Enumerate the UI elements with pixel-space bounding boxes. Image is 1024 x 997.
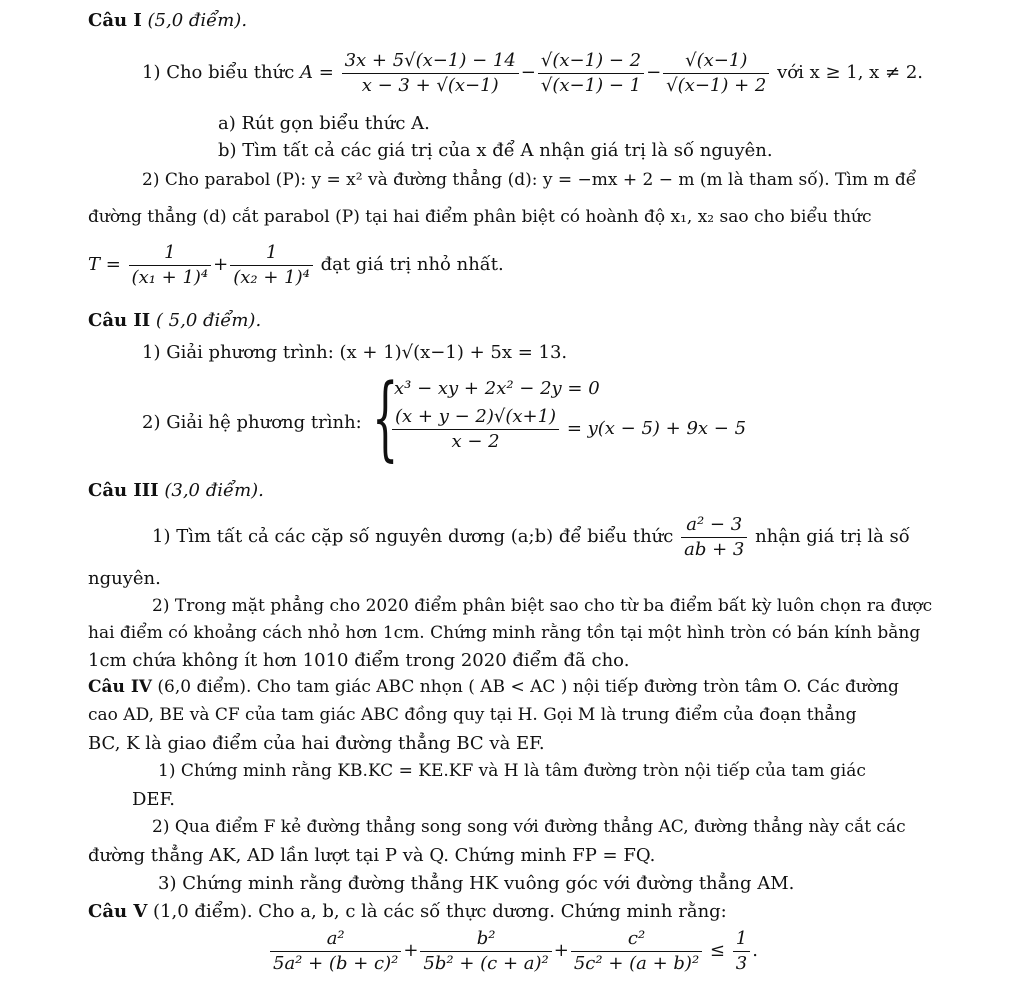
fraction-denominator: √(x−1) + 2: [666, 74, 767, 96]
q3-1-fraction: [681, 514, 747, 560]
q1-2-fraction-1: [129, 242, 212, 288]
q4-1-line2: DEF.: [132, 789, 175, 810]
section-1-points: (5,0 điểm).: [147, 10, 248, 31]
section-3-title: Câu III: [88, 480, 159, 501]
q1-2-T: T =: [88, 254, 121, 276]
fraction-denominator: 3: [735, 952, 748, 974]
q5-fraction-2: [420, 928, 551, 974]
q4-2-line2: đường thẳng AK, AD lần lượt tại P và Q. Chứng minh FP = FQ.: [88, 845, 656, 866]
section-4-title: Câu IV: [88, 677, 152, 697]
section-5-intro: (1,0 điểm). Cho a, b, c là các số thực dương. Chứng minh rằng:: [153, 901, 727, 922]
q4-2-line1: 2) Qua điểm F kẻ đường thẳng song song với đường thẳng AC, đường thẳng này cắt các: [152, 817, 906, 837]
q2-2-eq2-rhs: = y(x − 5) + 9x − 5: [566, 418, 747, 440]
fraction-denominator: (x₁ + 1)⁴: [131, 266, 209, 288]
q1-1-line: 1) Cho biểu thức A = $\frac{3x + 5√(x-1) - 14}{x - 3 + √(x-1)}$ − $\frac{√(x-1) - 2}{√(x-1) - 1}$ − $\frac{√(x-1)}{√(x-1) + 2}$ với x ≥ 1, x ≠ 2.: [142, 50, 924, 96]
q5-fraction-3: [571, 928, 702, 974]
fraction-numerator: 3x + 5√(x−1) − 14: [342, 50, 519, 74]
section-1-header: [88, 10, 247, 32]
section-5-title: Câu V: [88, 901, 148, 922]
q3-1-start: 1) Tìm tất cả các cặp số nguyên dương (a;b) để biểu thức: [152, 526, 674, 548]
system-brace: {: [372, 364, 399, 471]
fraction-numerator: 1: [733, 928, 750, 952]
fraction-denominator: (x₂ + 1)⁴: [233, 266, 310, 288]
q4-line3: BC, K là giao điểm của hai đường thẳng BC và EF.: [88, 733, 545, 754]
section-4-intro: (6,0 điểm). Cho tam giác ABC nhọn ( AB < AC ) nội tiếp đường tròn tâm O. Các đường: [157, 677, 899, 697]
q1-2-fraction-2: [230, 242, 313, 288]
q5-leq: ≤: [709, 940, 725, 962]
q2-1: 1) Giải phương trình: (x + 1)√(x−1) + 5x = 13.: [142, 342, 568, 363]
q1-2-tail: đạt giá trị nhỏ nhất.: [320, 254, 504, 276]
q3-2-line3: 1cm chứa không ít hơn 1010 điểm trong 2020 điểm đã cho.: [88, 650, 630, 671]
q3-1-line2: nguyên.: [88, 568, 161, 589]
q1-2-line1: 2) Cho parabol (P): y = x² và đường thẳng (d): y = −mx + 2 − m (m là tham số). Tìm m để: [142, 170, 917, 190]
q1-1b: b) Tìm tất cả các giá trị của x để A nhận giá trị là số nguyên.: [218, 140, 773, 161]
q1-1-fraction-1: [342, 50, 519, 96]
q4-1-line1: 1) Chứng minh rằng KB.KC = KE.KF và H là tâm đường tròn nội tiếp của tam giác: [158, 761, 866, 781]
fraction-numerator: (x + y − 2)√(x+1): [392, 406, 559, 430]
q1-1-fraction-2: [538, 50, 644, 96]
fraction-denominator: √(x−1) − 1: [540, 74, 642, 96]
q2-2-intro: 2) Giải hệ phương trình:: [142, 412, 362, 433]
fraction-denominator: x − 3 + √(x−1): [361, 74, 499, 96]
section-2-title: Câu II: [88, 310, 151, 331]
q1-1-fraction-3: [663, 50, 769, 96]
section-3-header: [88, 480, 264, 502]
fraction-denominator: x − 2: [451, 430, 500, 452]
fraction-denominator: ab + 3: [684, 538, 745, 560]
fraction-denominator: 5a² + (b + c)²: [273, 952, 399, 974]
q3-2-line1: 2) Trong mặt phẳng cho 2020 điểm phân biệt sao cho từ ba điểm bất kỳ luôn chọn ra được: [152, 596, 933, 616]
fraction-numerator: √(x−1): [663, 50, 769, 74]
fraction-numerator: b²: [420, 928, 551, 952]
q2-2-equation-1: x³ − xy + 2x² − 2y = 0: [394, 378, 600, 399]
q5-inequality: $\frac{\text{a²}}{\text{5a² + (b + c)²}}$ + $\frac{\text{b²}}{\text{5b² + (c + a)²}}$ + $\frac{\text{c²}}{\text{5c² + (a + b)²}}$ ≤ $\frac{1}{3}$ .: [268, 928, 758, 974]
section-5-header: [88, 901, 727, 923]
q1-2-T-line: T = $\frac{1}{\text{(x₁ + 1)⁴}}$ + $\frac{1}{\text{(x₂ + 1)⁴}}$ đạt giá trị nhỏ nhất.: [88, 242, 504, 288]
fraction-numerator: 1: [129, 242, 212, 266]
section-2-header: [88, 310, 261, 332]
q4-line2: cao AD, BE và CF của tam giác ABC đồng quy tại H. Gọi M là trung điểm của đoạn thẳng: [88, 705, 857, 725]
section-4-header: [88, 677, 899, 697]
section-2-points: ( 5,0 điểm).: [155, 310, 262, 331]
fraction-numerator: c²: [571, 928, 702, 952]
q1-2-line2: đường thẳng (d) cắt parabol (P) tại hai điểm phân biệt có hoành độ x₁, x₂ sao cho biểu thức: [88, 207, 872, 227]
fraction-numerator: 1: [230, 242, 313, 266]
q1-1-condition: với x ≥ 1, x ≠ 2.: [777, 62, 924, 84]
section-1-title: Câu I: [88, 10, 142, 31]
fraction-denominator: 5c² + (a + b)²: [573, 952, 700, 974]
q2-2-eq2-fraction: [392, 406, 559, 452]
fraction-numerator: a²: [270, 928, 401, 952]
q1-1a: a) Rút gọn biểu thức A.: [218, 113, 430, 134]
q5-rhs-fraction: [733, 928, 750, 974]
q3-1-line: [152, 514, 910, 560]
q2-2-equation-2: [390, 406, 746, 452]
fraction-numerator: √(x−1) − 2: [538, 50, 644, 74]
fraction-denominator: 5b² + (c + a)²: [423, 952, 549, 974]
q4-3: 3) Chứng minh rằng đường thẳng HK vuông góc với đường thẳng AM.: [158, 873, 795, 894]
q5-fraction-1: [270, 928, 401, 974]
q3-1-end: nhận giá trị là số: [755, 526, 910, 548]
q3-2-line2: hai điểm có khoảng cách nhỏ hơn 1cm. Chứng minh rằng tồn tại một hình tròn có bán kính bằng: [88, 623, 921, 643]
q1-1-A: A =: [300, 62, 334, 84]
fraction-numerator: a² − 3: [681, 514, 747, 538]
section-3-points: (3,0 điểm).: [164, 480, 264, 501]
q1-1-intro: 1) Cho biểu thức: [142, 62, 295, 84]
